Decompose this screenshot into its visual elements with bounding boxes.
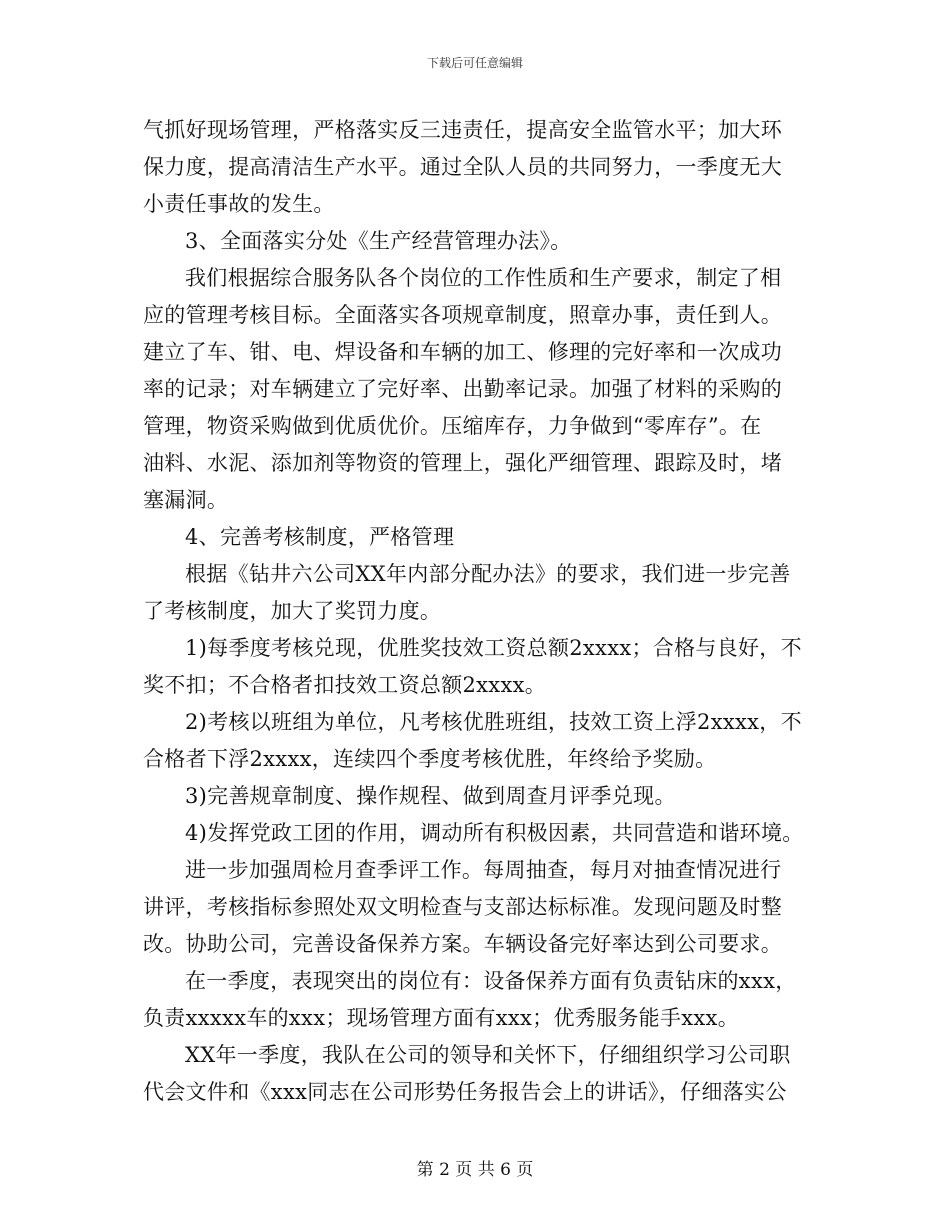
text-line: 油料、水泥、添加剂等物资的管理上，强化严细管理、跟踪及时，堵 [143,451,782,475]
text-line: 管理，物资采购做到优质优价。压缩库存，力争做到“零库存”。在 [143,414,762,438]
list-item: 4)发挥党政工团的作用，调动所有积极因素，共同营造和谐环境。 [185,821,804,845]
text-line: 我们根据综合服务队各个岗位的工作性质和生产要求，制定了相 [185,266,782,290]
text-line: 改。协助公司，完善设备保养方案。车辆设备完好率达到公司要求。 [143,932,782,956]
text-line: 在一季度，表现突出的岗位有：设备保养方面有负责钻床的xxx， [185,969,797,993]
text-line: 负责xxxxx车的xxx；现场管理方面有xxx；优秀服务能手xxx。 [143,1006,740,1030]
text-line: 建立了车、钳、电、焊设备和车辆的加工、修理的完好率和一次成功 [143,340,782,364]
text-line: 讲评，考核指标参照处双文明检查与支部达标标准。发现问题及时整 [143,895,782,919]
text-line: 率的记录；对车辆建立了完好率、出勤率记录。加强了材料的采购的 [143,377,782,401]
text-line: 合格者下浮2xxxx，连续四个季度考核优胜，年终给予奖励。 [143,747,717,771]
list-item: 1)每季度考核兑现，优胜奖技效工资总额2xxxx；合格与良好，不 [185,636,802,660]
text-line: 了考核制度，加大了奖罚力度。 [143,599,442,623]
page-header: 下载后可任意编辑 [426,56,523,70]
list-item: 3)完善规章制度、操作规程、做到周查月评季兑现。 [185,784,676,808]
page-number: 第 2 页 共 6 页 [416,1160,534,1180]
text-line: 塞漏洞。 [143,488,229,512]
text-line: 气抓好现场管理，严格落实反三违责任，提高安全监管水平；加大环 [143,118,782,142]
text-line: 小责任事故的发生。 [143,192,335,216]
text-line: XX年一季度，我队在公司的领导和关怀下，仔细组织学习公司职 [185,1043,791,1067]
section-heading: 4、完善考核制度，严格管理 [185,525,455,549]
list-item: 2)考核以班组为单位，凡考核优胜班组，技效工资上浮2xxxx，不 [185,710,802,734]
text-line: 进一步加强周检月查季评工作。每周抽查，每月对抽查情况进行 [185,858,782,882]
section-heading: 3、全面落实分处《生产经营管理办法》。 [185,229,572,253]
text-line: 根据《钻井六公司XX年内部分配办法》的要求，我们进一步完善 [185,562,791,586]
text-line: 奖不扣；不合格者扣技效工资总额2xxxx。 [143,673,547,697]
text-line: 代会文件和《xxx同志在公司形势任务报告会上的讲话》，仔细落实公 [143,1080,787,1104]
body-text [143,112,815,1111]
text-line: 应的管理考核目标。全面落实各项规章制度，照章办事，责任到人。 [143,303,782,327]
text-line: 保力度，提高清洁生产水平。通过全队人员的共同努力，一季度无大 [143,155,782,179]
